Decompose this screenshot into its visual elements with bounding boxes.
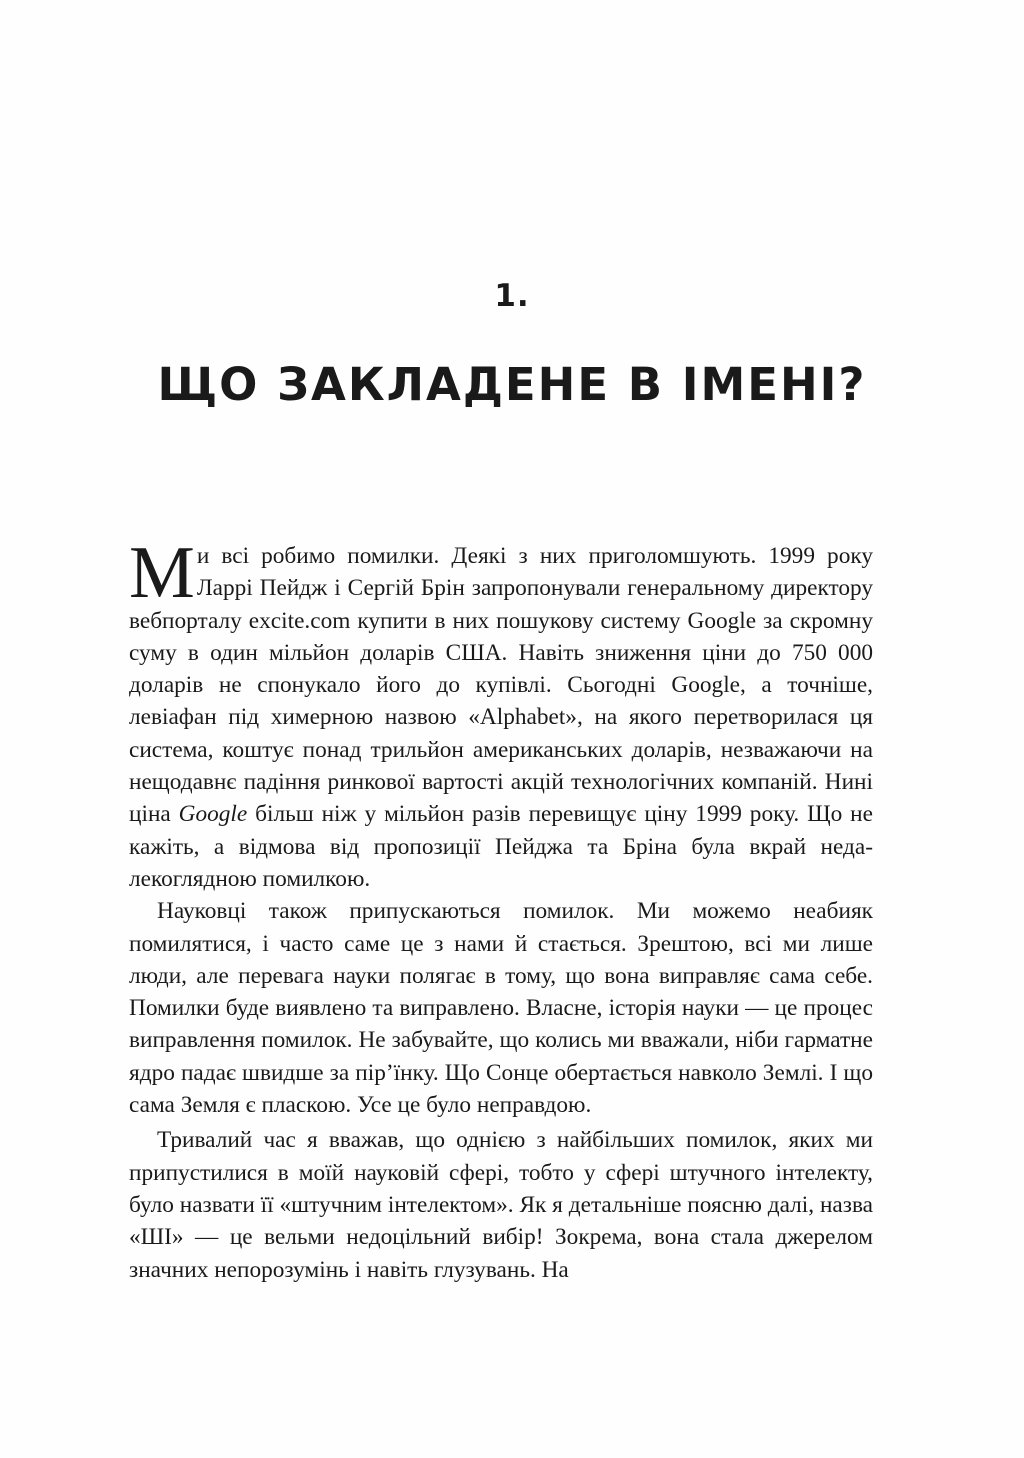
paragraph-1-italic: Google [178,801,248,828]
paragraph-1-text-b: більш ніж у мільйон разів перевищує ціну 1999 року. Що не кажіть, а відмова від пропозиції Пейджа та Бріна була вкрай недалекоглядною помилкою. [129,801,873,892]
body-text [129,532,873,1286]
chapter-title: ЩО ЗАКЛАДЕНЕ В ІМЕНІ? [157,358,867,411]
chapter-number: 1. [494,278,530,314]
paragraph-2: Науковці також припускаються помилок. Ми можемо неабияк помилятися, і часто саме це з нами й стається. Зрештою, всі ми лише люди, але перевага науки полягає в тому, що вона виправляє сама себе. Помилки буде виявлено та виправлено. Власне, історія науки — це процес виправлення помилок. Не забувайте, що колись ми вважали, ніби гарматне ядро падає швидше за пір’їнку. Що Сонце обертається навколо Землі. І що сама Земля є пласкою. Усе це було неправдою. [129,898,873,1119]
paragraph-1-text-a: и всі робимо помилки. Деякі з них приголомшують. 1999 року Ларрі Пейдж і Сергій Брін запропонували генеральному директору вебпорталу excite.com купити в них пошукову систему Google за скромну суму в один мільйон доларів США. Навіть зниження ціни до 750 000 доларів не спонукало його до купівлі. Сьогодні Google, а точніше, левіафан під химерною назвою «Alphabet», на якого перетворилася ця система, коштує понад трильйон американських доларів, незважаючи на нещодавнє падіння ринкової вартості акцій технологічних компаній. Нині ціна [129,543,873,828]
paragraph-3: Тривалий час я вважав, що однією з найбільших помилок, яких ми припустилися в моїй науковій сфері, тобто у сфері штучного інтелекту, було назвати її «штучним інтелектом». Як я детальніше поясню далі, назва «ШІ» — це вельми недоцільний вибір! Зокрема, вона стала джерелом значних непорозумінь і навіть глузувань. На [129,1127,873,1283]
paragraph-1 [129,532,873,895]
drop-cap: М [129,532,195,614]
